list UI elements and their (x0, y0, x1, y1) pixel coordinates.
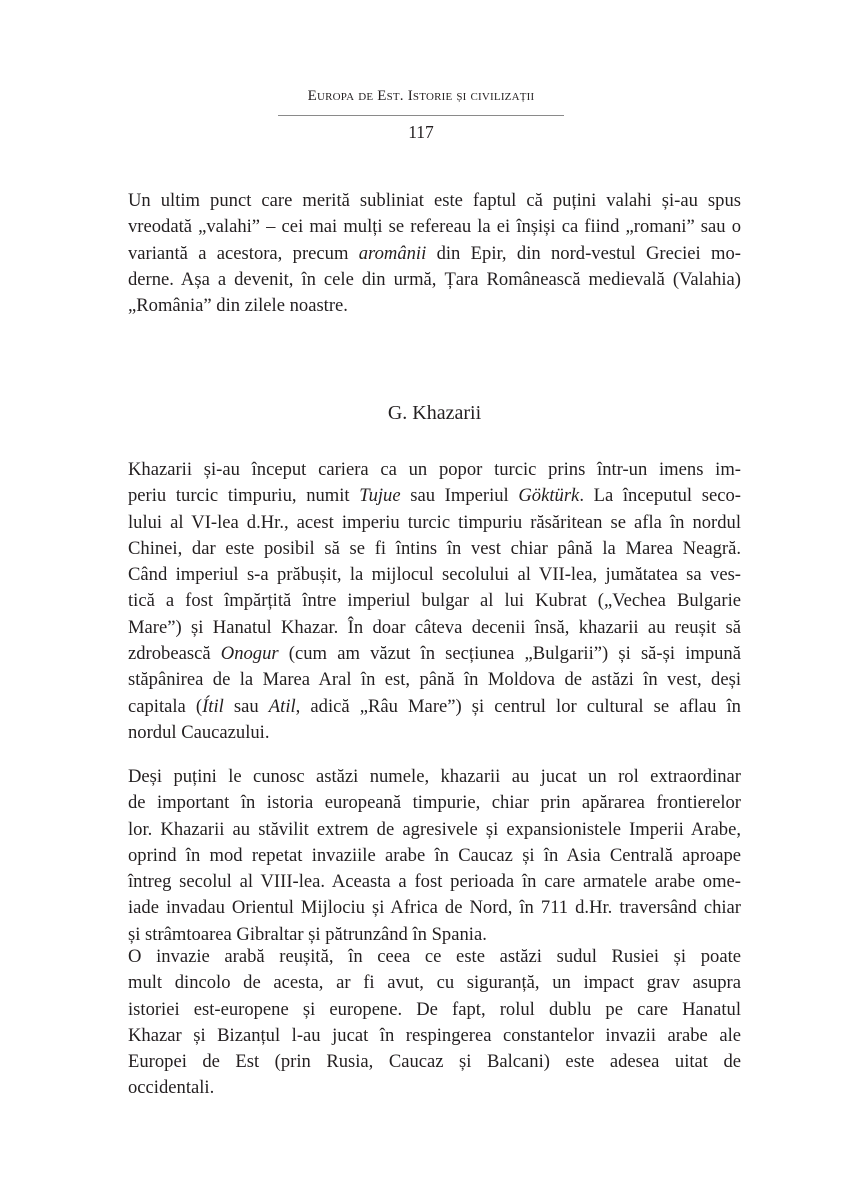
text-line: „România” din zilele noastre. (128, 295, 348, 317)
text-line: oprind în mod repetat invaziile arabe în Caucaz și în Asia Centrală aproape (128, 844, 741, 866)
text-line: Când imperiul s-a prăbușit, la mijlocul secolului al VII-lea, jumătatea sa ves- (128, 564, 741, 586)
italic-term: Göktürk (518, 485, 580, 507)
text-line: Un ultim punct care merită subliniat este faptul că puțini valahi și-au spus (128, 190, 741, 211)
paragraph-valahi (128, 188, 741, 319)
text-line: vreodată „valahi” – cei mai mulți se refereau la ei înșiși ca fiind „romani” sau o (128, 216, 741, 238)
text-line: zdrobească Onogur (cum am văzut în secțiunea „Bulgarii”) și să-și impună (128, 643, 741, 665)
text-line: tică a fost împărțită între imperiul bulgar al lui Kubrat („Vechea Bulgarie (128, 590, 741, 612)
italic-term: Onogur (220, 643, 279, 665)
text-line: derne. Așa a devenit, în cele din urmă, Țara Românească medievală (Valahia) (128, 268, 741, 290)
text-line: occidentali. (128, 1077, 215, 1099)
text-line: periu turcic timpuriu, numit Tujue sau Imperiul Göktürk. La începutul seco- (128, 485, 741, 507)
text-line: istoriei est-europene și europene. De fapt, rolul dublu pe care Hanatul (128, 998, 741, 1020)
paragraph-khazar-origins (128, 457, 741, 746)
text-line: Khazar și Bizanțul l-au jucat în respingerea constantelor invazii arabe ale (128, 1024, 741, 1046)
running-head-title: Europa de Est. Istorie și civilizații (307, 88, 535, 104)
text-line: O invazie arabă reușită, în ceea ce este astăzi sudul Rusiei și poate (128, 946, 741, 967)
section-heading: G. Khazarii (387, 402, 482, 424)
text-line: Khazarii și-au început cariera ca un popor turcic prins într-un imens im- (128, 459, 741, 480)
header-rule (278, 115, 564, 116)
text-line: iade invadau Orientul Mijlociu și Africa de Nord, în 711 d.Hr. traversând chiar (128, 897, 741, 919)
text-line: capitala (Ítil sau Atil, adică „Râu Mare”) și centrul lor cultural se aflau în (128, 695, 741, 717)
text-line: lor. Khazarii au stăvilit extrem de agresivele și expansionistele Imperii Arabe, (128, 818, 741, 840)
paragraph-khazar-role (128, 764, 741, 948)
text-line: și strâmtoarea Gibraltar și pătrunzând în Spania. (128, 923, 487, 945)
italic-term: aromânii (358, 242, 427, 264)
text-line: stăpânirea de la Marea Aral în est, până în Moldova de astăzi în vest, deși (128, 669, 741, 691)
italic-term: Atil (268, 695, 296, 717)
paragraph-arab-invasion (128, 944, 741, 1102)
text-line: variantă a acestora, precum aromânii din Epir, din nord-vestul Greciei mo- (128, 242, 741, 264)
text-line: Mare”) și Hanatul Khazar. În doar câteva decenii însă, khazarii au reușit să (128, 616, 741, 638)
text-line: nordul Caucazului. (128, 721, 270, 743)
italic-term: Ítil (202, 695, 224, 717)
text-line: Deși puțini le cunosc astăzi numele, khazarii au jucat un rol extraordinar (128, 766, 741, 787)
text-line: Chinei, dar este posibil să se fi întins în vest chiar până la Marea Neagră. (128, 537, 741, 559)
text-line: întreg secolul al VIII-lea. Aceasta a fost perioada în care armatele arabe ome- (128, 871, 741, 893)
text-line: mult dincolo de acesta, ar fi avut, cu siguranță, un impact grav asupra (128, 972, 741, 994)
text-line: Europei de Est (prin Rusia, Caucaz și Balcani) este adesea uitat de (128, 1051, 741, 1073)
text-line: lului al VI-lea d.Hr., acest imperiu turcic timpuriu răsăritean se afla în nordul (128, 511, 741, 533)
italic-term: Tujue (359, 485, 401, 507)
page-number: 117 (408, 122, 434, 142)
text-line: de important în istoria europeană timpurie, chiar prin apărarea frontierelor (128, 792, 741, 814)
